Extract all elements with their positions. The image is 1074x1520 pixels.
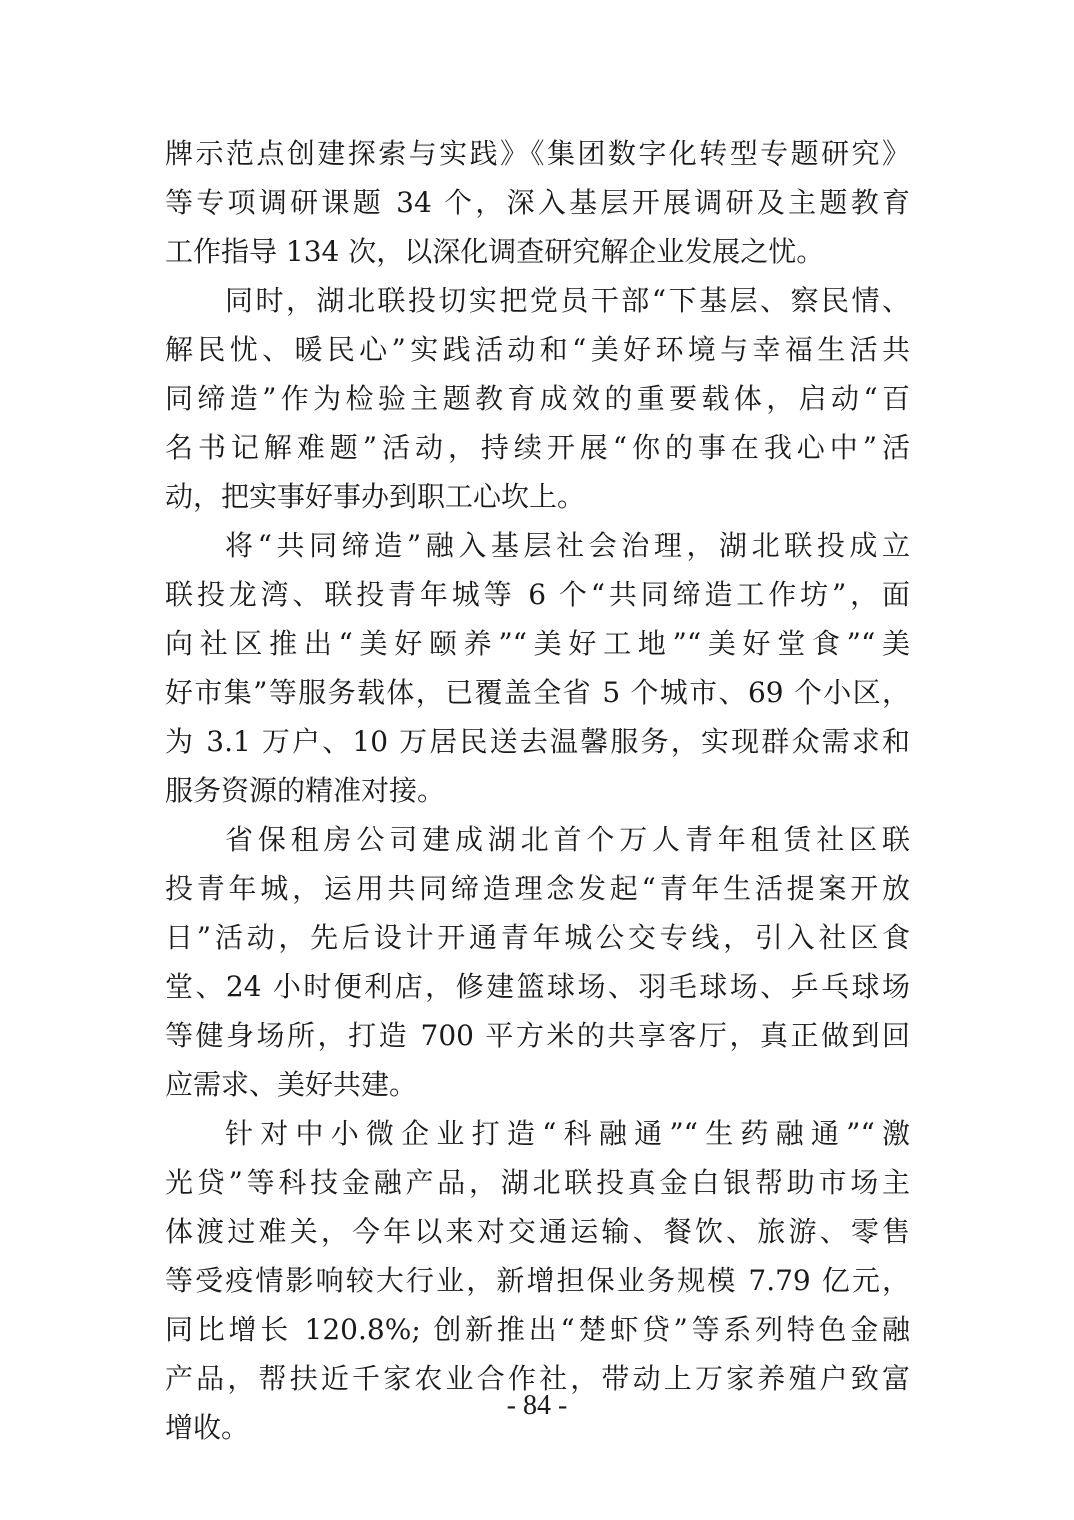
- text-line: 服务资源的精准对接。: [165, 774, 446, 807]
- text-line: 名书记解难题”活动，持续开展“你的事在我心中”活: [165, 431, 910, 464]
- paragraph: [165, 815, 910, 1109]
- text-line: 日”活动，先后设计开通青年城公交专线，引入社区食: [165, 921, 910, 954]
- text-line: 应需求、美好共建。: [165, 1068, 418, 1101]
- text-line: 等受疫情影响较大行业，新增担保业务规模 7.79 亿元，: [165, 1264, 910, 1297]
- text-line: 同比增长 120.8%; 创新推出“楚虾贷”等系列特色金融: [165, 1313, 910, 1346]
- text-line: 堂、24 小时便利店，修建篮球场、羽毛球场、乒乓球场: [165, 970, 910, 1003]
- text-line: 工作指导 134 次，以深化调查研究解企业发展之忧。: [165, 235, 825, 268]
- text-line: 向社区推出“美好颐养”“美好工地”“美好堂食”“美: [165, 627, 910, 660]
- text-line: 同缔造”作为检验主题教育成效的重要载体，启动“百: [165, 382, 910, 415]
- text-line: 等健身场所，打造 700 平方米的共享客厅，真正做到回: [165, 1019, 910, 1052]
- text-line: 联投龙湾、联投青年城等 6 个“共同缔造工作坊”，面: [165, 578, 910, 611]
- text-line: 光贷”等科技金融产品，湖北联投真金白银帮助市场主: [165, 1166, 910, 1199]
- text-line: 好市集”等服务载体，已覆盖全省 5 个城市、69 个小区，: [165, 676, 910, 709]
- paragraph: [165, 521, 910, 815]
- text-line: 将“共同缔造”融入基层社会治理，湖北联投成立: [225, 529, 910, 562]
- text-line: 动，把实事好事办到职工心坎上。: [165, 480, 586, 513]
- text-line: 增收。: [165, 1411, 250, 1444]
- body-text: [165, 129, 910, 1452]
- paragraph: [165, 129, 910, 276]
- text-line: 体渡过难关，今年以来对交通运输、餐饮、旅游、零售: [165, 1215, 910, 1248]
- text-line: 等专项调研课题 34 个，深入基层开展调研及主题教育: [165, 186, 910, 219]
- text-line: 省保租房公司建成湖北首个万人青年租赁社区联: [225, 823, 910, 856]
- text-line: 解民忧、暖民心”实践活动和“美好环境与幸福生活共: [165, 333, 910, 366]
- page-number: - 84 -: [506, 1390, 568, 1421]
- text-line: 同时，湖北联投切实把党员干部“下基层、察民情、: [225, 284, 910, 317]
- text-line: 为 3.1 万户、10 万居民送去温馨服务，实现群众需求和: [165, 725, 910, 758]
- text-line: 投青年城，运用共同缔造理念发起“青年生活提案开放: [165, 872, 910, 905]
- text-line: 牌示范点创建探索与实践》《集团数字化转型专题研究》: [165, 137, 910, 170]
- text-line: 产品，帮扶近千家农业合作社，带动上万家养殖户致富: [165, 1362, 910, 1395]
- text-line: 针对中小微企业打造“科融通”“生药融通”“激: [225, 1117, 910, 1150]
- paragraph: [165, 276, 910, 521]
